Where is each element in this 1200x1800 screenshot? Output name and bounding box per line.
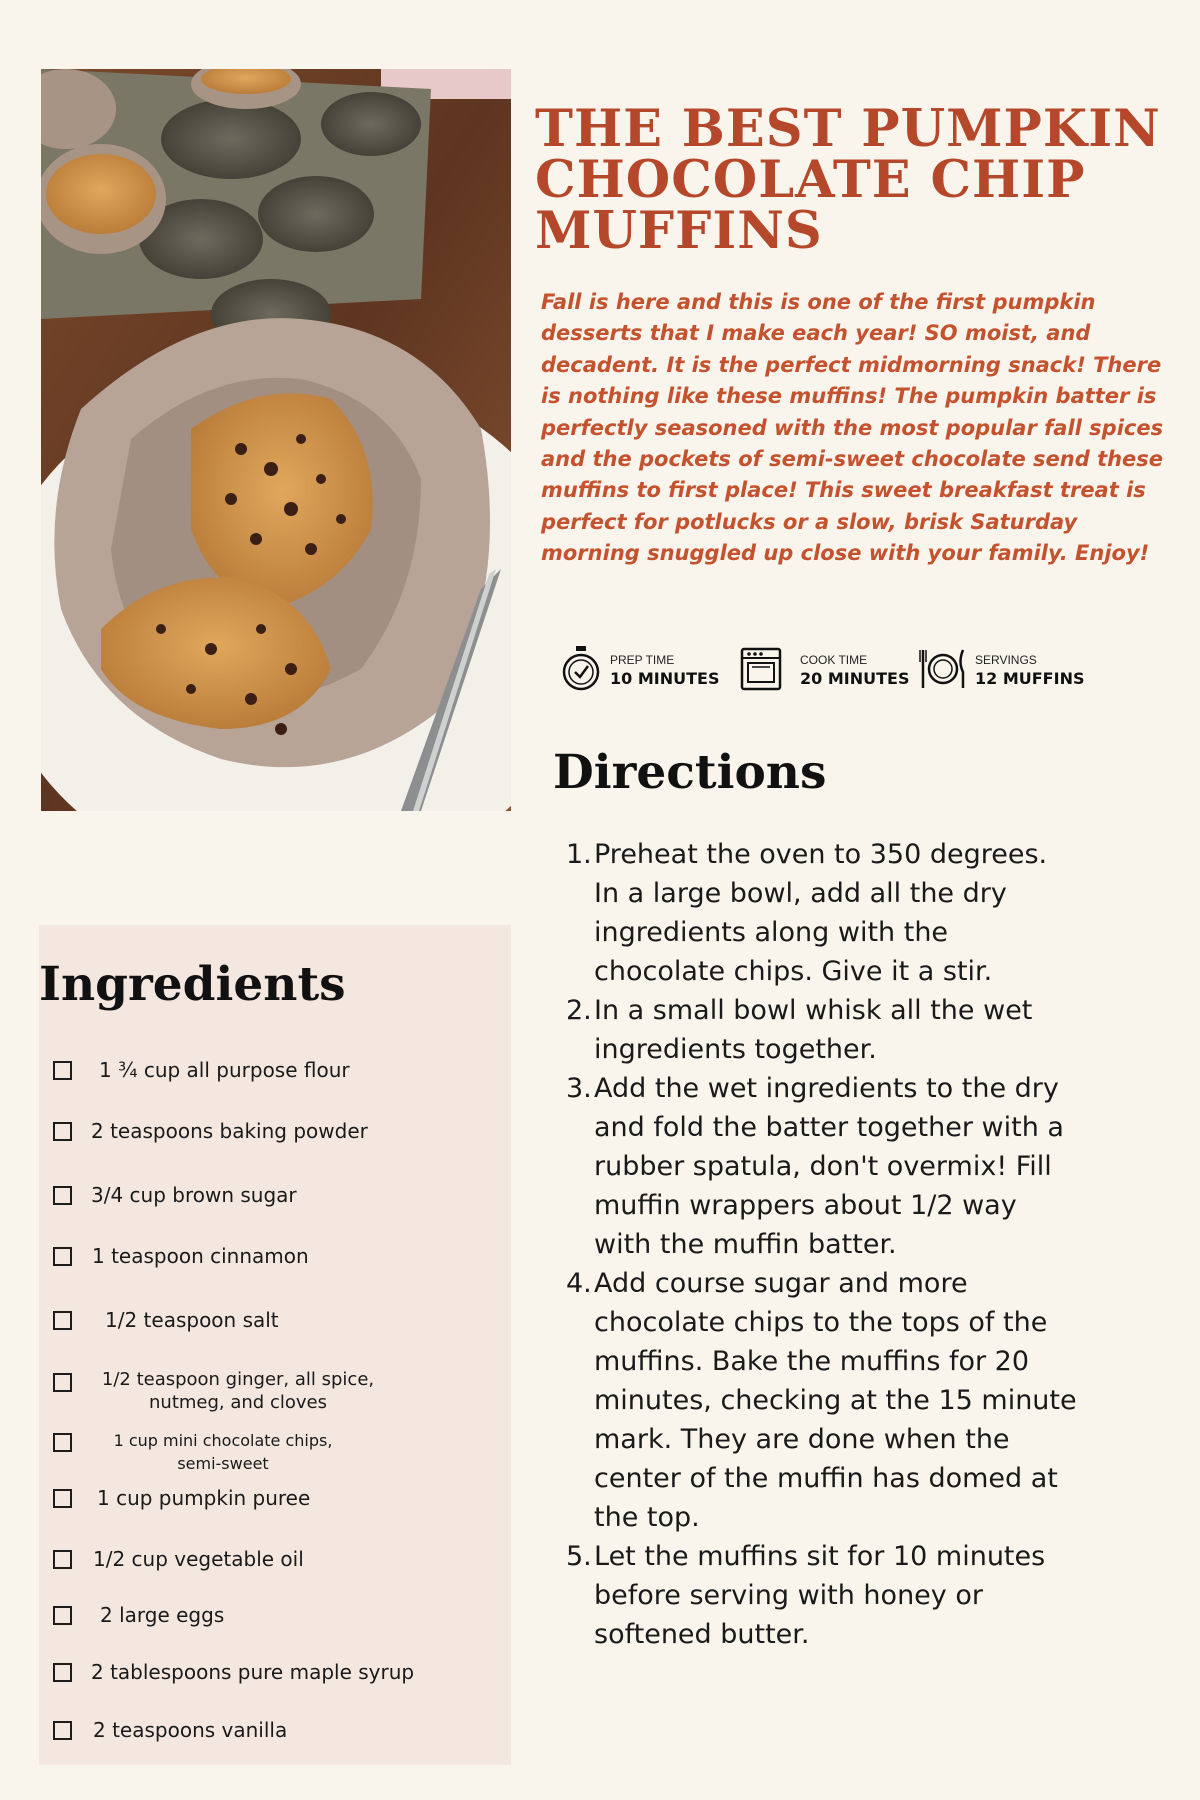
ingredient-checkbox[interactable] [53,1186,72,1205]
ingredient-checkbox[interactable] [53,1247,72,1266]
direction-step-text: In a small bowl whisk all the wet ingredients together. [594,995,1033,1065]
ingredient-label: 1/2 teaspoon ginger, all spice, nutmeg, and cloves [101,1369,375,1413]
prep-time-value: 10 MINUTES [610,669,720,688]
ingredients-panel [39,925,511,1765]
direction-step-text: Add the wet ingredients to the dry and fold the batter together with a rubber spatula, don't overmix! Fill muffin wrappers about 1/2 way with the muffin batter. [594,1073,1064,1260]
ingredient-checkbox[interactable] [53,1433,72,1452]
ingredient-label: 2 tablespoons pure maple syrup [91,1660,415,1684]
ingredient-label: 1 teaspoon cinnamon [92,1244,309,1268]
directions-list [558,835,1078,1654]
ingredient-label: 1/2 teaspoon salt [105,1308,279,1332]
direction-step: 3. Add the wet ingredients to the dry and fold the batter together with a rubber spatula, don't overmix! Fill muffin wrappers about 1/2 way with the muffin batter. [566,1073,1064,1260]
muffin-photo [41,69,511,811]
servings [918,644,1098,694]
stopwatch-icon [560,644,602,694]
directions-heading: Directions [553,745,827,800]
direction-step-text: Let the muffins sit for 10 minutes before serving with honey or softened butter. [594,1541,1046,1650]
ingredient-checkbox[interactable] [53,1373,72,1392]
cook-time [740,644,915,694]
recipe-description: Fall is here and this is one of the first pumpkin desserts that I make each year! SO moist, and decadent. It is the perfect midmorning snack! There is nothing like these muffins! The pumpkin batter is perfectly seasoned with the most popular fall spices and the pockets of semi-sweet chocolate send these muffins to first place! This sweet breakfast treat is perfect for potlucks or a slow, brisk Saturday morning snuggled up close with your family. Enjoy! [541,290,1164,566]
ingredient-checkbox[interactable] [53,1489,72,1508]
ingredient-checkbox[interactable] [53,1122,72,1141]
direction-step-text: Add course sugar and more chocolate chips to the tops of the muffins. Bake the muffins for 20 minutes, checking at the 15 minute mark. They are done when the center of the muffin has domed at the top. [594,1268,1077,1533]
ingredient-checkbox[interactable] [53,1721,72,1740]
ingredient-checkbox[interactable] [53,1311,72,1330]
servings-label: SERVINGS [975,653,1037,667]
ingredient-label: 1 ¾ cup all purpose flour [99,1058,350,1082]
direction-step: 2. In a small bowl whisk all the wet ingredients together. [566,995,1033,1065]
ingredient-checkbox[interactable] [53,1606,72,1625]
oven-icon [740,644,782,694]
ingredient-label: 2 teaspoons vanilla [93,1718,288,1742]
ingredients-heading: Ingredients [39,957,346,1012]
ingredient-label: 3/4 cup brown sugar [91,1183,297,1207]
servings-value: 12 MUFFINS [975,669,1085,688]
cook-time-label: COOK TIME [800,653,868,667]
direction-step: 1. Preheat the oven to 350 degrees. In a large bowl, add all the dry ingredients along with the chocolate chips. Give it a stir. [566,839,1048,987]
cook-time-value: 20 MINUTES [800,669,910,688]
ingredient-checkbox[interactable] [53,1061,72,1080]
plate-cutlery-icon [918,644,968,694]
ingredient-checkbox[interactable] [53,1663,72,1682]
ingredient-label: 1 cup mini chocolate chips, semi-sweet [113,1431,333,1473]
prep-time-label: PREP TIME [610,653,675,667]
ingredient-label: 1/2 cup vegetable oil [93,1547,304,1571]
ingredient-label: 2 large eggs [100,1603,225,1627]
direction-step: 5. Let the muffins sit for 10 minutes before serving with honey or softened butter. [566,1541,1046,1650]
ingredient-checkbox[interactable] [53,1550,72,1569]
direction-step-text: Preheat the oven to 350 degrees. In a large bowl, add all the dry ingredients along with the chocolate chips. Give it a stir. [594,839,1048,987]
direction-step: 4. Add course sugar and more chocolate chips to the tops of the muffins. Bake the muffins for 20 minutes, checking at the 15 minute mark. They are done when the center of the muffin has domed at the top. [566,1268,1077,1533]
ingredient-label: 2 teaspoons baking powder [91,1119,368,1143]
ingredient-label: 1 cup pumpkin puree [97,1486,311,1510]
prep-time [560,644,730,694]
recipe-title: THE BEST PUMPKIN CHOCOLATE CHIP MUFFINS [535,99,1161,261]
